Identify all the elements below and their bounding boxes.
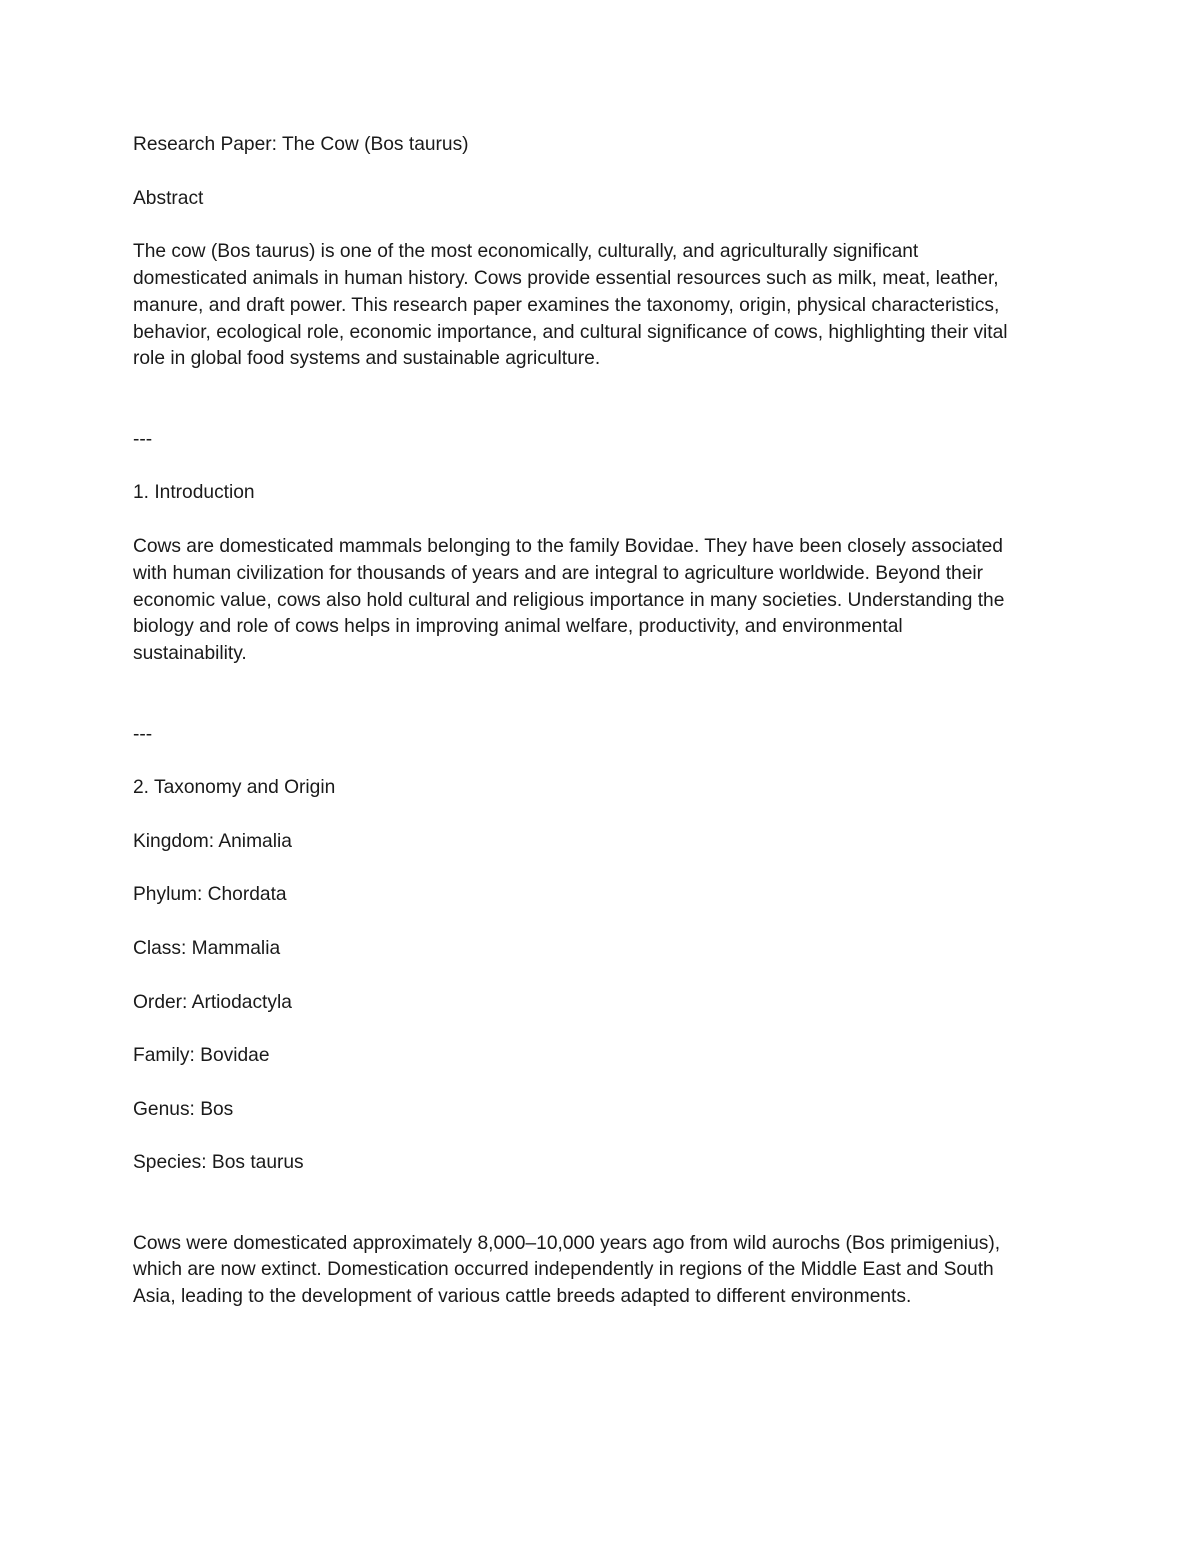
taxonomy-list <box>133 829 1013 1177</box>
document-title: Research Paper: The Cow (Bos taurus) <box>133 134 469 155</box>
section-separator: --- <box>133 428 153 450</box>
section-separator: --- <box>133 723 153 745</box>
taxonomy-class: Class: Mammalia <box>133 937 281 959</box>
abstract-heading: Abstract <box>133 187 204 209</box>
taxonomy-phylum: Phylum: Chordata <box>133 884 287 906</box>
taxonomy-family: Family: Bovidae <box>133 1045 270 1067</box>
introduction-heading: 1. Introduction <box>133 482 255 504</box>
taxonomy-species: Species: Bos taurus <box>133 1152 304 1174</box>
taxonomy-order: Order: Artiodactyla <box>133 991 292 1013</box>
document-page <box>133 132 1013 1311</box>
taxonomy-origin-text: Cows were domesticated approximately 8,000–10,000 years ago from wild aurochs (Bos primigenius), which are now extinct. Domestication occurred independently in regions of the Middle East and South Asia, leading to the development of various cattle breeds adapted to different environments. <box>133 1232 1001 1308</box>
taxonomy-kingdom: Kingdom: Animalia <box>133 830 292 852</box>
taxonomy-genus: Genus: Bos <box>133 1098 234 1120</box>
taxonomy-heading: 2. Taxonomy and Origin <box>133 777 336 799</box>
abstract-text: The cow (Bos taurus) is one of the most economically, culturally, and agriculturally significant domesticated animals in human history. Cows provide essential resources such as milk, meat, leather, manure, and draft power. This research paper examines the taxonomy, origin, physical characteristics, behavior, ecological role, economic importance, and cultural significance of cows, highlighting their vital role in global food systems and sustainable agriculture. <box>133 241 1008 370</box>
introduction-text: Cows are domesticated mammals belonging to the family Bovidae. They have been closely associated with human civilization for thousands of years and are integral to agriculture worldwide. Beyond their economic value, cows also hold cultural and religious importance in many societies. Understanding the biology and role of cows helps in improving animal welfare, productivity, and environmental sustainability. <box>133 535 1005 665</box>
